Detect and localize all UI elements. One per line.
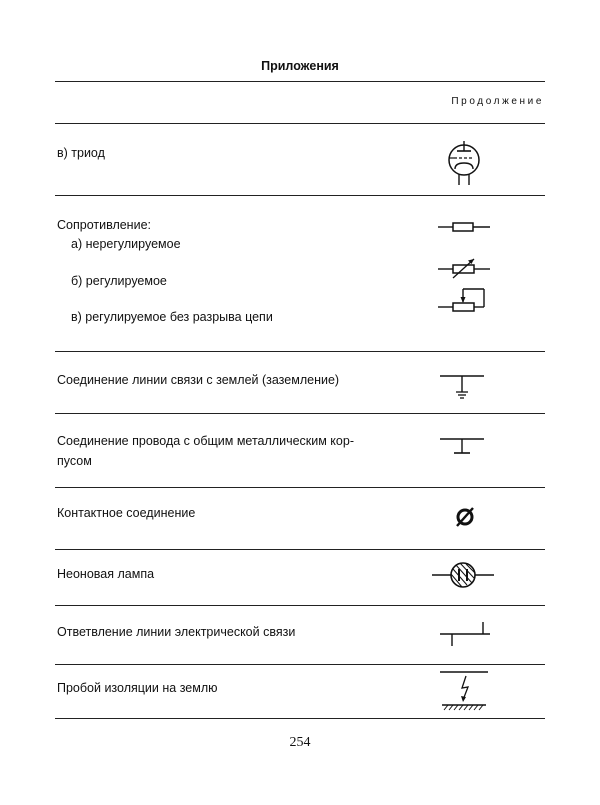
- triode-label: в) триод: [57, 146, 105, 160]
- divider: [55, 487, 545, 488]
- divider: [55, 351, 545, 352]
- divider: [55, 123, 545, 124]
- section-title: Приложения: [261, 59, 339, 73]
- chassis-label-line1: Соединение провода с общим металлическим кор-: [57, 434, 354, 448]
- fixed-resistor-icon: [438, 220, 490, 234]
- divider: [55, 549, 545, 550]
- page-number: 254: [289, 735, 311, 750]
- divider: [55, 195, 545, 196]
- rheostat-icon: [438, 285, 490, 315]
- divider: [55, 413, 545, 414]
- branch-icon: [440, 620, 490, 648]
- divider: [55, 81, 545, 82]
- chassis-icon: [440, 436, 484, 458]
- breakdown-label: Пробой изоляции на землю: [57, 681, 218, 695]
- divider: [55, 718, 545, 719]
- neon-lamp-label: Неоновая лампа: [57, 567, 155, 581]
- divider: [55, 664, 545, 665]
- rheostat-label: в) регулируемое без разрыва цепи: [71, 310, 273, 324]
- contact-label: Контактное соединение: [57, 506, 196, 520]
- contact-icon: [452, 505, 478, 529]
- variable-resistor-label: б) регулируемое: [71, 274, 167, 288]
- ground-icon: [440, 373, 484, 403]
- continuation-label: Продолжение: [451, 96, 544, 107]
- variable-resistor-icon: [438, 256, 490, 280]
- neon-lamp-icon: [432, 560, 494, 590]
- branch-label: Ответвление линии электрической связи: [57, 625, 296, 639]
- breakdown-icon: [438, 668, 490, 712]
- chassis-label-line2: пусом: [57, 454, 92, 468]
- resistance-label: Сопротивление:: [57, 218, 151, 232]
- divider: [55, 605, 545, 606]
- triode-icon: [440, 138, 490, 188]
- grounding-label: Соединение линии связи с землей (заземление): [57, 373, 340, 387]
- fixed-resistor-label: а) нерегулируемое: [71, 237, 181, 251]
